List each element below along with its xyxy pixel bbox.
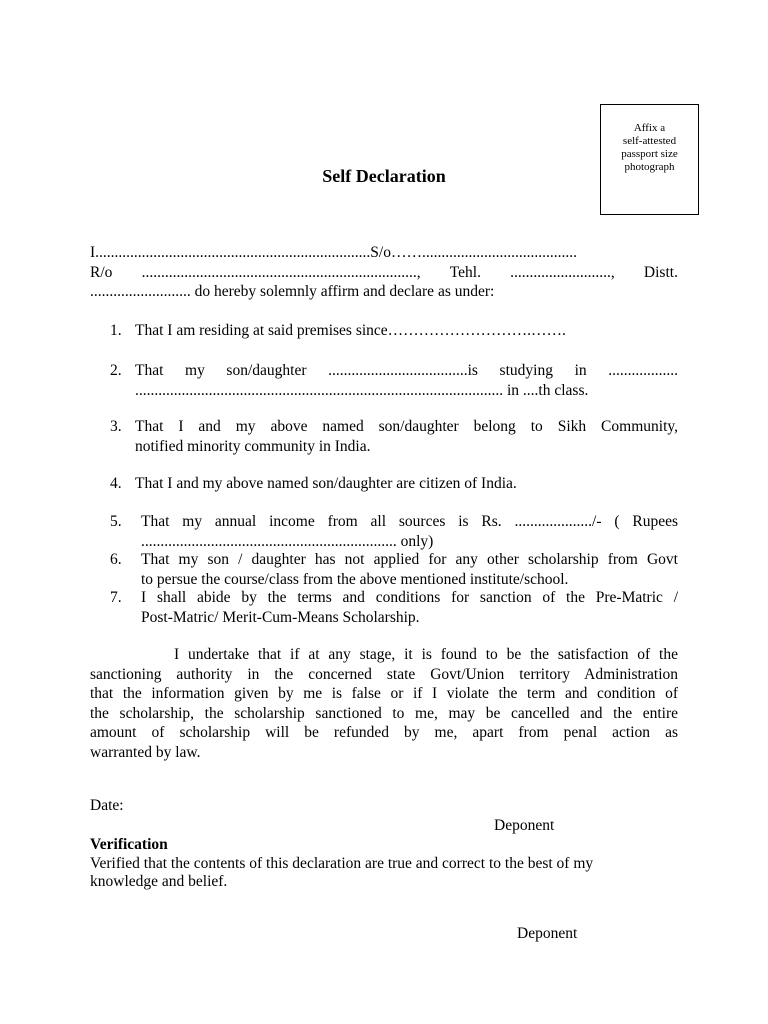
item-number: 6. bbox=[110, 551, 122, 568]
intro-tehl-blank: .........................., bbox=[510, 263, 615, 281]
intro-distt-label: Distt. bbox=[643, 263, 678, 281]
intro-line-affirm: .......................... do hereby solemnly affirm and declare as under: bbox=[90, 283, 495, 300]
item-text: That I and my above named son/daughter are citizen of India. bbox=[135, 475, 517, 492]
item-text: notified minority community in India. bbox=[135, 437, 371, 455]
declaration-item-7 bbox=[110, 588, 678, 627]
photo-box-line: self-attested bbox=[622, 135, 677, 147]
item-number: 7. bbox=[110, 589, 122, 606]
item-number: 3. bbox=[110, 418, 122, 435]
photo-box-line: Affix a bbox=[633, 122, 666, 134]
item-text: That I and my above named son/daughter belong to Sikh Community, bbox=[135, 418, 678, 435]
item-text: .................................................................. only) bbox=[141, 532, 434, 550]
verification-heading: Verification bbox=[90, 836, 168, 853]
deponent-signature-1: Deponent bbox=[494, 817, 555, 834]
declaration-item-3 bbox=[110, 417, 678, 456]
undertaking-line: warranted by law. bbox=[90, 743, 201, 761]
intro-paragraph bbox=[90, 243, 678, 302]
undertaking-line: amount of scholarship will be refunded by me, apart from penal action as bbox=[90, 724, 678, 741]
document-title: Self Declaration bbox=[322, 166, 446, 186]
deponent-signature-2: Deponent bbox=[517, 925, 578, 942]
intro-ro-blank: ......................................................................., bbox=[141, 263, 421, 281]
undertaking-line: that the information given by me is false or if I violate the term and condition of bbox=[90, 685, 678, 702]
declaration-item-6 bbox=[110, 550, 678, 589]
verification-line: knowledge and belief. bbox=[90, 873, 228, 890]
declaration-item-1 bbox=[110, 321, 678, 341]
undertaking-paragraph bbox=[90, 645, 678, 762]
item-number: 1. bbox=[110, 322, 122, 339]
undertaking-line: sanctioning authority in the concerned state Govt/Union territory Administration bbox=[90, 665, 678, 683]
intro-line-name: I.......................................................................S/o……........................................ bbox=[90, 244, 577, 261]
photo-box-line: passport size bbox=[621, 148, 678, 160]
item-text: to persue the course/class from the above mentioned institute/school. bbox=[141, 570, 569, 588]
intro-line-address bbox=[90, 263, 678, 283]
undertaking-line: I undertake that if at any stage, it is found to be the satisfaction of the bbox=[174, 646, 678, 663]
item-text: That my son/daughter ....................................is studying in .................. bbox=[135, 362, 678, 379]
intro-ro-label: R/o bbox=[90, 263, 113, 281]
verification-text bbox=[90, 855, 678, 891]
verification-line: Verified that the contents of this declaration are true and correct to the best of my bbox=[90, 855, 594, 872]
item-text: That I am residing at said premises since……………………….……. bbox=[135, 322, 566, 339]
date-label: Date: bbox=[90, 797, 124, 814]
intro-tehl-label: Tehl. bbox=[449, 263, 481, 281]
item-text: I shall abide by the terms and conditions for sanction of the Pre-Matric / bbox=[141, 589, 678, 606]
item-text: That my son / daughter has not applied for any other scholarship from Govt bbox=[141, 551, 678, 568]
item-number: 2. bbox=[110, 362, 122, 379]
photo-affix-box bbox=[600, 104, 699, 215]
item-text: Post-Matric/ Merit-Cum-Means Scholarship. bbox=[141, 608, 420, 626]
item-number: 5. bbox=[110, 513, 122, 530]
declaration-item-4 bbox=[110, 474, 678, 494]
declaration-item-5 bbox=[110, 512, 678, 551]
item-text: ............................................................................................... in ....th class. bbox=[135, 381, 589, 399]
item-text: That my annual income from all sources is Rs. ..................../- ( Rupees bbox=[141, 513, 678, 530]
undertaking-line: the scholarship, the scholarship sanctioned to me, may be cancelled and the entire bbox=[90, 704, 678, 722]
declaration-item-2 bbox=[110, 361, 678, 400]
photo-box-line: photograph bbox=[624, 161, 675, 173]
item-number: 4. bbox=[110, 475, 122, 492]
